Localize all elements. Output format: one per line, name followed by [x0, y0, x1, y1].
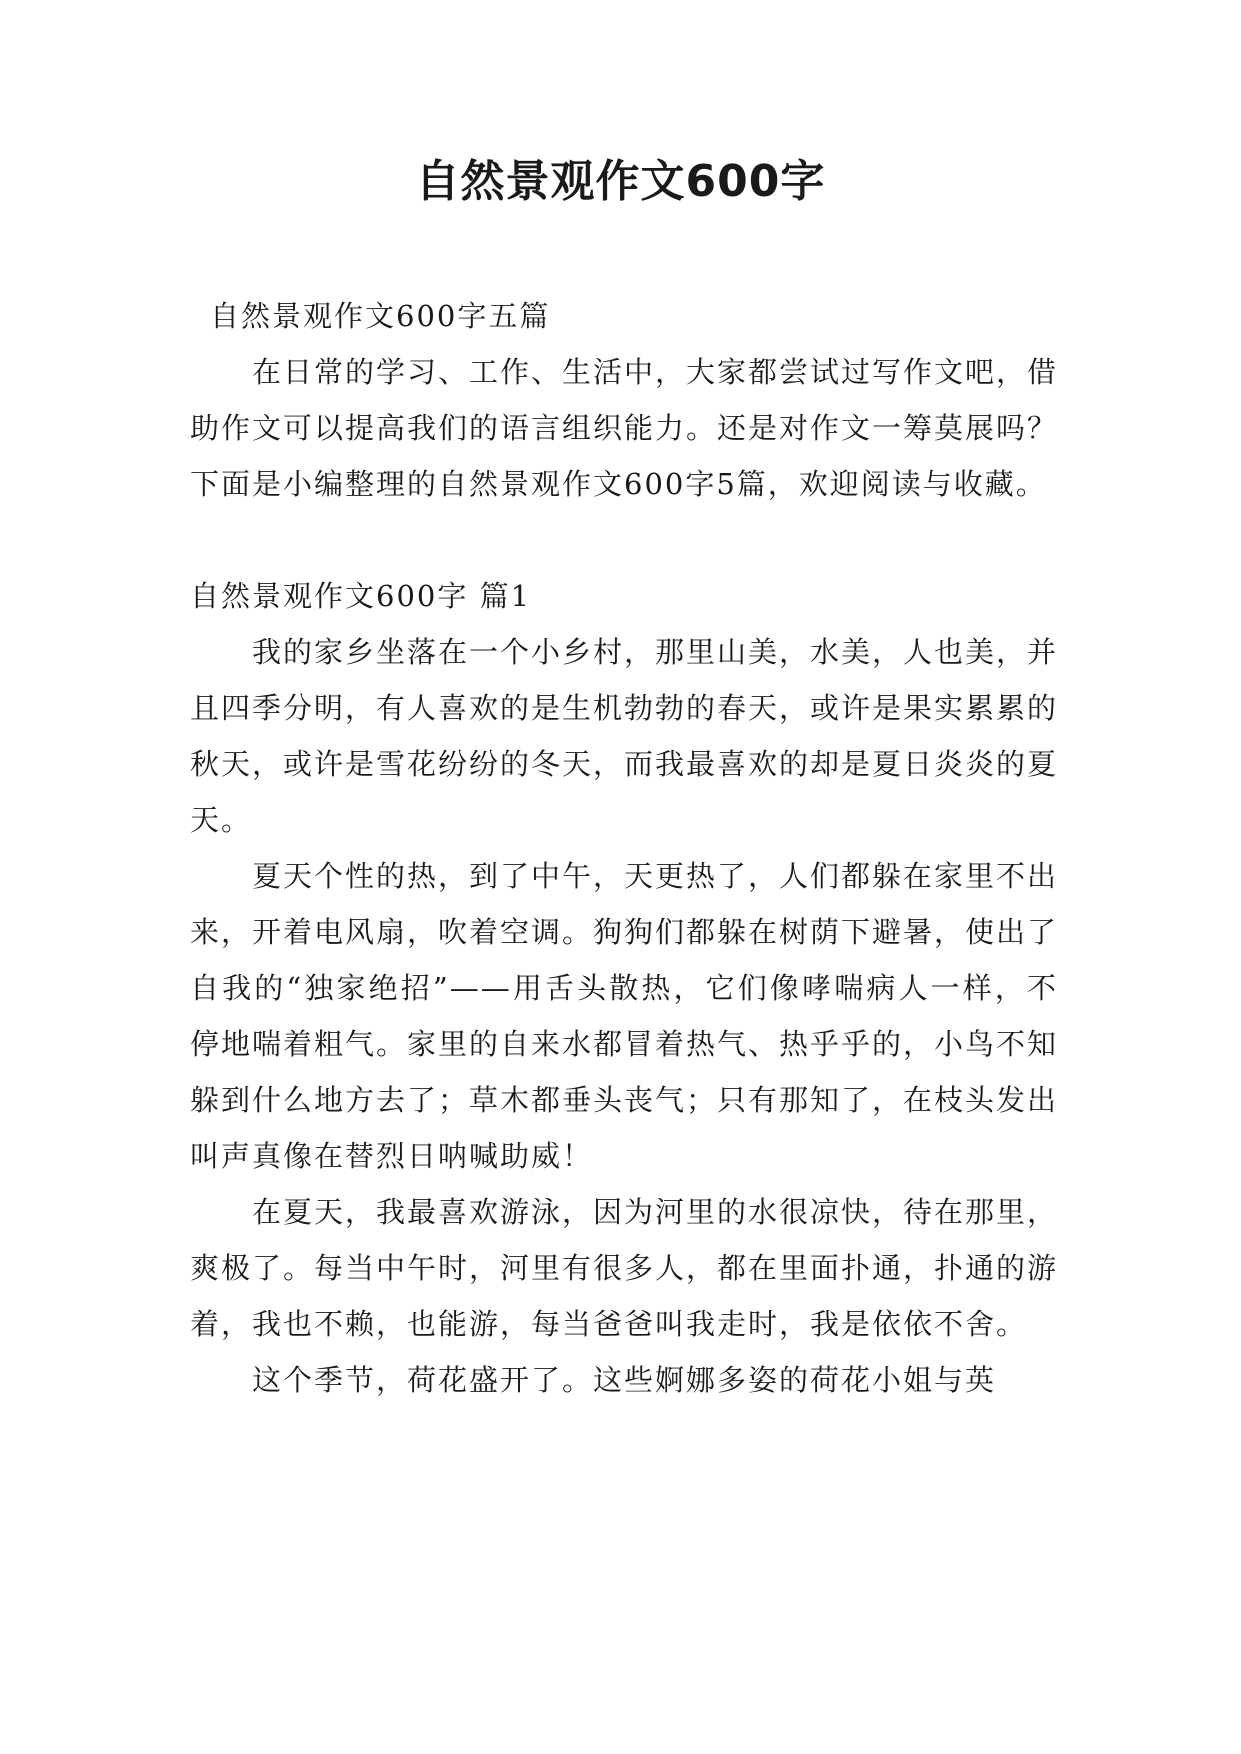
intro-paragraph: 在日常的学习、工作、生活中，大家都尝试过写作文吧，借助作文可以提高我们的语言组织能力。还是对作文一筹莫展吗？下面是小编整理的自然景观作文600字5篇，欢迎阅读与收藏。	[190, 355, 1059, 501]
body-paragraph-2: 夏天个性的热，到了中午，天更热了，人们都躲在家里不出来，开着电风扇，吹着空调。狗狗们都躲在树荫下避暑，使出了自我的“独家绝招”——用舌头散热，它们像哮喘病人一样，不停地喘着粗气。家里的自来水都冒着热气、热乎乎的，小鸟不知躲到什么地方去了；草木都垂头丧气；只有那知了，在枝头发出叫声真像在替烈日呐喊助威！	[190, 859, 1059, 1173]
body-paragraph-1: 我的家乡坐落在一个小乡村，那里山美，水美，人也美，并且四季分明，有人喜欢的是生机勃勃的春天，或许是果实累累的秋天，或许是雪花纷纷的冬天，而我最喜欢的却是夏日炎炎的夏天。	[190, 635, 1059, 837]
section-heading: 自然景观作文600字 篇1	[190, 579, 532, 613]
document-body	[190, 288, 1058, 1408]
body-paragraph-4: 这个季节，荷花盛开了。这些婀娜多姿的荷花小姐与英	[252, 1363, 997, 1397]
body-paragraph-3: 在夏天，我最喜欢游泳，因为河里的水很凉快，待在那里，爽极了。每当中午时，河里有很多人，都在里面扑通，扑通的游着，我也不赖，也能游，每当爸爸叫我走时，我是依依不舍。	[190, 1195, 1059, 1341]
document-title: 自然景观作文600字	[415, 156, 826, 207]
document-subtitle: 自然景观作文600字五篇	[210, 299, 551, 333]
